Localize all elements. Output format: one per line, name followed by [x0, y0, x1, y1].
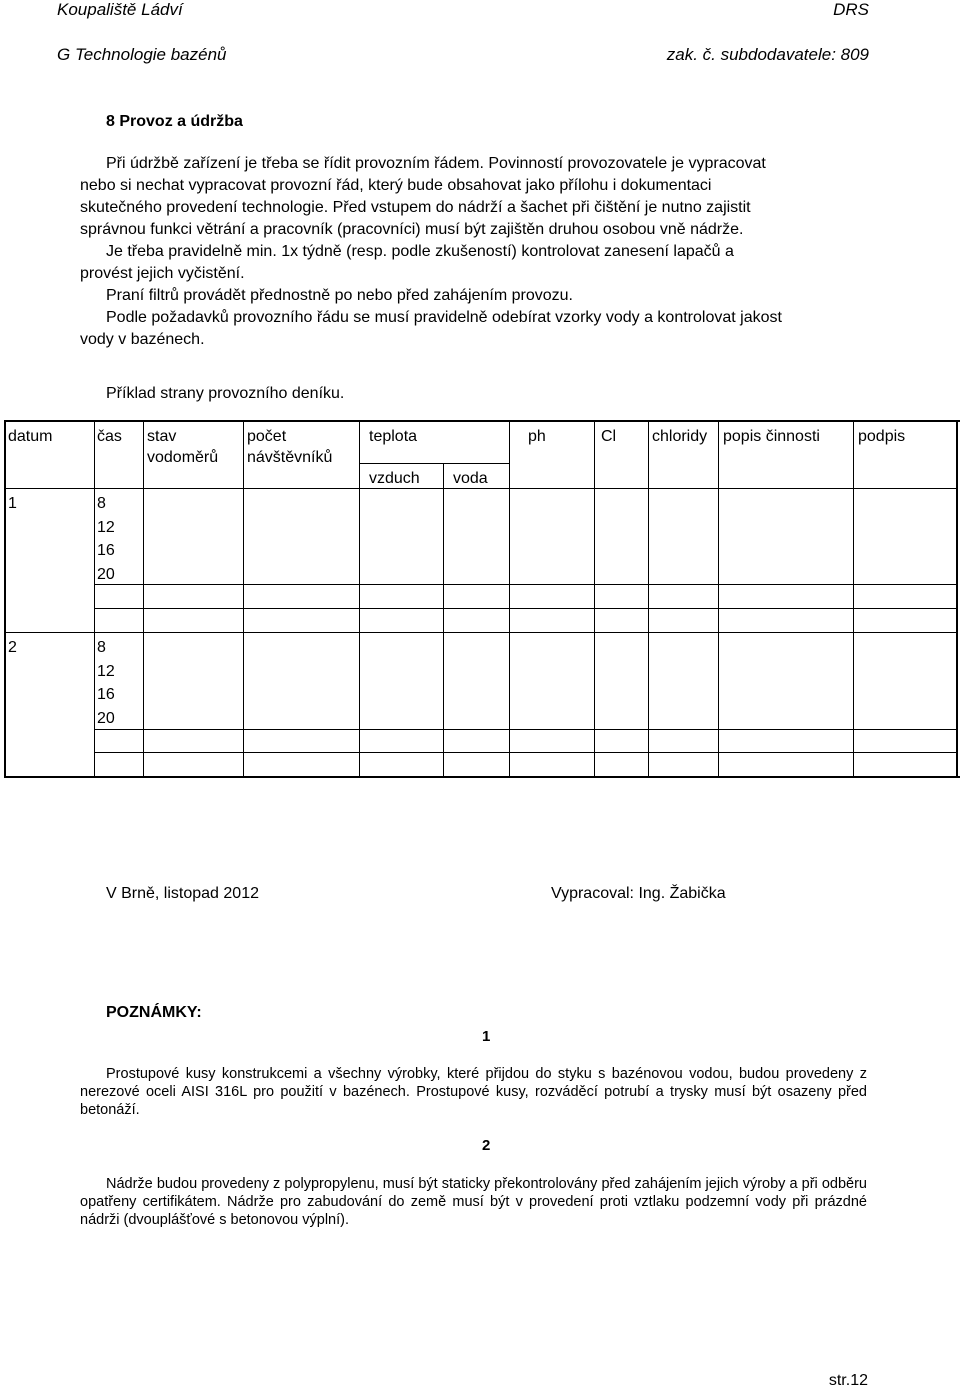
col-header-vodomeru: vodoměrů [147, 449, 219, 466]
col-header-cas: čas [97, 428, 122, 445]
col-header-navstevniku: návštěvníků [247, 449, 333, 466]
col-header-podpis: podpis [858, 428, 906, 445]
header-doc-type: DRS [833, 0, 869, 19]
body-line: správnou funkci větrání a pracovník (pracovníci) musí být zajištěn druhou osobou vně nádrže. [80, 221, 744, 238]
time-value: 16 [97, 686, 115, 703]
note-number: 2 [482, 1137, 491, 1154]
header-section: G Technologie bazénů [57, 45, 227, 64]
example-caption: Příklad strany provozního deníku. [106, 385, 345, 402]
body-line: vody v bazénech. [80, 331, 205, 348]
body-line: nebo si nechat vypracovat provozní řád, který bude obsahovat jako přílohu i dokumentaci [80, 177, 712, 194]
section-title: 8 Provoz a údržba [106, 113, 243, 130]
notes-title: POZNÁMKY: [106, 1004, 202, 1021]
day-number: 1 [8, 495, 17, 512]
time-value: 12 [97, 662, 115, 680]
header-project-name: Koupaliště Ládví [57, 0, 183, 19]
time-list [97, 636, 115, 730]
body-line: Je třeba pravidelně min. 1x týdně (resp. podle zkušeností) kontrolovat zanesení lapačů a [106, 243, 734, 260]
col-header-stav: stav [147, 428, 177, 445]
col-header-chloridy: chloridy [652, 428, 708, 445]
page-number: str.12 [828, 1372, 868, 1389]
body-line: skutečného provedení technologie. Před vstupem do nádrží a šachet při čištění je nutno zajistit [80, 199, 751, 216]
col-header-datum: datum [8, 428, 53, 445]
col-header-vzduch: vzduch [369, 470, 420, 487]
col-header-teplota: teplota [369, 428, 418, 445]
body-line: provést jejich vyčistění. [80, 265, 245, 282]
time-value: 8 [97, 639, 106, 656]
col-header-ph: ph [528, 428, 546, 445]
note-text: Nádrže budou provedeny z polypropylenu, musí být staticky překontrolovány před zahájením jejich výroby a při odběru opatřeny certifikátem. Nádrže pro zabudování do země musí být v provedení proti vztlaku podzemní vody při prázdné nádrži (dvouplášťové s betonovou výplní). [80, 1176, 867, 1228]
place-date: V Brně, listopad 2012 [106, 885, 259, 902]
prepared-by: Vypracoval: Ing. Žabička [551, 885, 726, 902]
col-header-cl: Cl [601, 428, 617, 445]
day-number: 2 [8, 639, 17, 656]
note-text: Prostupové kusy konstrukcemi a všechny výrobky, které přijdou do styku s bazénovou vodou, budou provedeny z nerezové oceli AISI 316L pro použití v bazénech. Prostupové kusy, rozváděcí potrubí a trysky musí být osazeny před betonáží. [80, 1066, 867, 1118]
note-number: 1 [482, 1028, 491, 1045]
time-list [97, 492, 115, 586]
col-header-pocet: počet [247, 428, 287, 445]
body-line: Podle požadavků provozního řádu se musí pravidelně odebírat vzorky vody a kontrolovat jakost [106, 309, 782, 326]
col-header-popis-cinnosti: popis činnosti [723, 428, 820, 445]
col-header-voda: voda [453, 470, 488, 487]
body-line: Praní filtrů provádět přednostně po nebo před zahájením provozu. [106, 287, 573, 304]
time-value: 20 [97, 565, 115, 583]
time-value: 8 [97, 495, 106, 512]
time-value: 20 [97, 709, 115, 727]
time-value: 12 [97, 518, 115, 536]
body-line: Při údržbě zařízení je třeba se řídit provozním řádem. Povinností provozovatele je vypracovat [106, 155, 766, 172]
header-contract-number: zak. č. subdodavatele: 809 [666, 45, 869, 64]
time-value: 16 [97, 542, 115, 559]
